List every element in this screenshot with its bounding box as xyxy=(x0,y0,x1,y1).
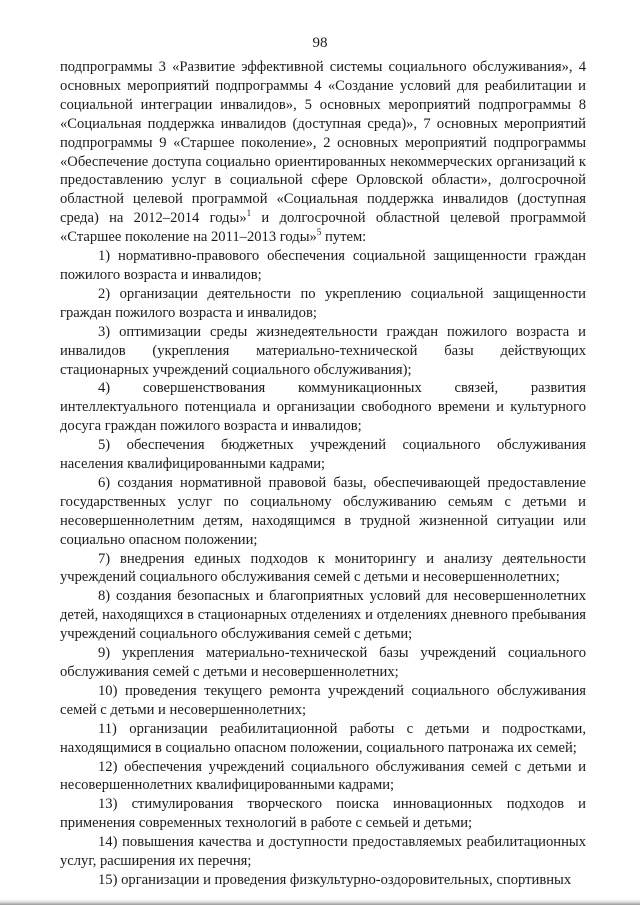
scan-bottom-edge xyxy=(0,899,640,905)
list-item-4: 4) совершенствования коммуникационных связей, развития интеллектуального потенциала и организации свободного времени и культурного досуга граждан пожилого возраста и инвалидов; xyxy=(60,380,586,435)
list-item-11: 11) организации реабилитационной работы с детьми и подростками, находящимися в социально опасном положении, социального патронажа их семей; xyxy=(60,720,586,756)
list-item-10: 10) проведения текущего ремонта учреждений социального обслуживания семей с детьми и несовершеннолетних; xyxy=(60,682,586,718)
list-item-14: 14) повышения качества и доступности предоставляемых реабилитационных услуг, расширения их перечня; xyxy=(60,834,586,870)
document-body xyxy=(60,58,586,890)
list-item-13: 13) стимулирования творческого поиска инновационных подходов и применения современных технологий в работе с семьей и детьми; xyxy=(60,796,586,832)
intro-text-part-1: подпрограммы 3 «Развитие эффективной системы социального обслуживания», 4 основных мероприятий подпрограммы 4 «Создание условий для реабилитации и социальной интеграции инвалидов», 5 основных мероприятий подпрограммы 8 «Социальная поддержка инвалидов (доступная среда)», 7 основных мероприятий подпрограммы 9 «Старшее поколение», 2 основных мероприятий подпрограммы «Обеспечение доступа социально ориентированных некоммерческих организаций к предоставлению услуг в социальной сфере Орловской области», долгосрочной областной целевой программой «Социальная поддержка инвалидов (доступная среда) на 2012–2014 годы» xyxy=(60,59,586,227)
intro-text-part-3: путем: xyxy=(321,229,367,246)
intro-paragraph xyxy=(60,58,586,247)
footnote-marker-1: 1 xyxy=(246,208,252,219)
list-item-9: 9) укрепления материально-технической базы учреждений социального обслуживания семей с детьми и несовершеннолетних; xyxy=(60,645,586,680)
intro-text-part-2: и долгосрочной областной целевой программой «Старшее поколение на 2011–2013 годы» xyxy=(60,210,586,246)
list-item-7: 7) внедрения единых подходов к мониторингу и анализу деятельности учреждений социального обслуживания семей с детьми и несовершеннолетних; xyxy=(60,550,586,586)
list-item-5: 5) обеспечения бюджетных учреждений социального обслуживания населения квалифицированными кадрами; xyxy=(60,437,586,473)
list-item-3: 3) оптимизации среды жизнедеятельности граждан пожилого возраста и инвалидов (укрепления материально-технической базы действующих стационарных учреждений социального обслуживания); xyxy=(60,323,586,378)
page-number: 98 xyxy=(312,35,328,51)
list-item-1: 1) нормативно-правового обеспечения социальной защищенности граждан пожилого возраста и инвалидов; xyxy=(60,248,586,283)
list-item-6: 6) создания нормативной правовой базы, обеспечивающей предоставление государственных услуг по социальному обслуживанию семьям с детьми и несовершеннолетним детям, находящимся в трудной жизненной ситуации или социально опасном положении; xyxy=(60,474,586,548)
footnote-marker-5: 5 xyxy=(316,227,322,238)
list-item-8: 8) создания безопасных и благоприятных условий для несовершеннолетних детей, находящихся в стационарных отделениях и отделениях дневного пребывания учреждений социального обслуживания семей с детьми; xyxy=(60,588,586,643)
list-item-15: 15) организации и проведения физкультурно-оздоровительных, спортивных xyxy=(98,871,572,888)
list-item-12: 12) обеспечения учреждений социального обслуживания семей с детьми и несовершеннолетних квалифицированными кадрами; xyxy=(60,758,586,794)
list-item-2: 2) организации деятельности по укреплению социальной защищенности граждан пожилого возраста и инвалидов; xyxy=(60,285,586,321)
